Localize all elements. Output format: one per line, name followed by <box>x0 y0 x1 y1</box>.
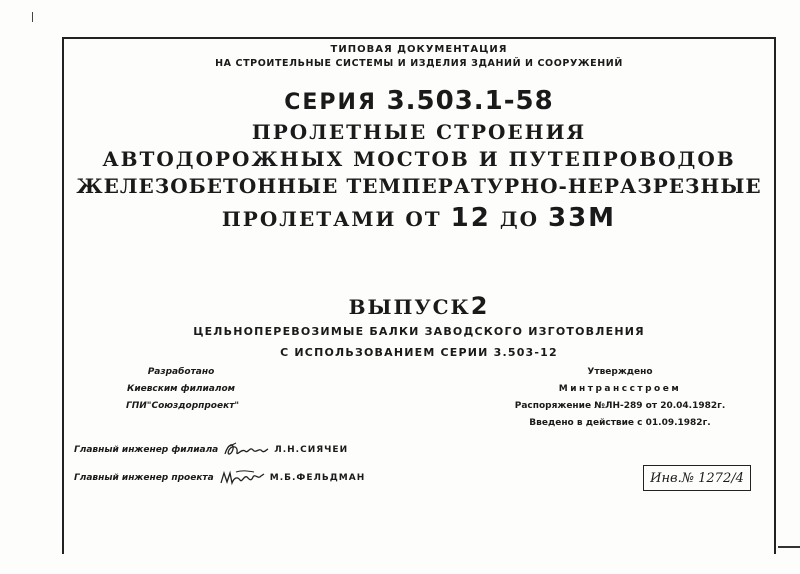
handwritten-signature <box>222 440 270 460</box>
inventory-stamp: Инв.№ 1272/4 <box>643 465 751 491</box>
corner-mark <box>32 12 33 22</box>
title-line-2: АВТОДОРОЖНЫХ МОСТОВ И ПУТЕПРОВОДОВ <box>102 147 736 171</box>
title-span-to-word: ДО <box>499 207 540 231</box>
title-line-3: ЖЕЛЕЗОБЕТОННЫЕ ТЕМПЕРАТУРНО-НЕРАЗРЕЗНЫЕ <box>76 174 762 198</box>
series-number: 3.503.1-58 <box>386 86 554 116</box>
signature-role: Главный инженер филиала <box>74 445 219 455</box>
issue-label: ВЫПУСК <box>348 295 471 319</box>
approved-block <box>508 364 732 432</box>
signature-name: М.Б.ФЕЛЬДМАН <box>269 473 366 483</box>
developed-heading: Разработано <box>147 367 215 377</box>
signature-role: Главный инженер проекта <box>74 473 214 483</box>
span-from: 12 <box>450 203 491 233</box>
issue-number: 2 <box>470 292 490 320</box>
signature-row-project-engineer <box>74 468 365 488</box>
series-label: СЕРИЯ <box>284 90 377 115</box>
span-to: 33М <box>548 203 617 233</box>
approved-heading: Утверждено <box>587 367 653 377</box>
issue-title <box>62 292 776 320</box>
title-span-prefix: ПРОЛЕТАМИ ОТ <box>221 207 442 231</box>
developed-line-1: Киевским филиалом <box>126 384 236 394</box>
header-line-1: ТИПОВАЯ ДОКУМЕНТАЦИЯ <box>330 44 508 55</box>
issue-subtitle-1: ЦЕЛЬНОПЕРЕВОЗИМЫЕ БАЛКИ ЗАВОДСКОГО ИЗГОТОВЛЕНИЯ <box>193 325 645 338</box>
title-line-4 <box>62 203 776 233</box>
signature-row-branch-engineer <box>74 440 348 460</box>
signature-name: Л.Н.СИЯЧЕИ <box>274 445 349 455</box>
developed-line-2: ГПИ"Союздорпроект" <box>126 401 240 411</box>
approved-line-1: Минтрансстроем <box>558 384 682 394</box>
developed-block <box>126 364 240 415</box>
approved-line-3: Введено в действие с 01.09.1982г. <box>529 418 711 428</box>
approved-line-2: Распоряжение №ЛН-289 от 20.04.1982г. <box>514 401 726 411</box>
title-line-1: ПРОЛЕТНЫЕ СТРОЕНИЯ <box>251 120 587 144</box>
header-line-2: НА СТРОИТЕЛЬНЫЕ СИСТЕМЫ И ИЗДЕЛИЯ ЗДАНИЙ И СООРУЖЕНИЙ <box>215 58 623 69</box>
bottom-edge-mark <box>778 546 800 548</box>
handwritten-signature <box>218 468 266 488</box>
issue-subtitle-2: С ИСПОЛЬЗОВАНИЕМ СЕРИИ 3.503-12 <box>280 346 558 359</box>
series-title <box>62 86 776 116</box>
